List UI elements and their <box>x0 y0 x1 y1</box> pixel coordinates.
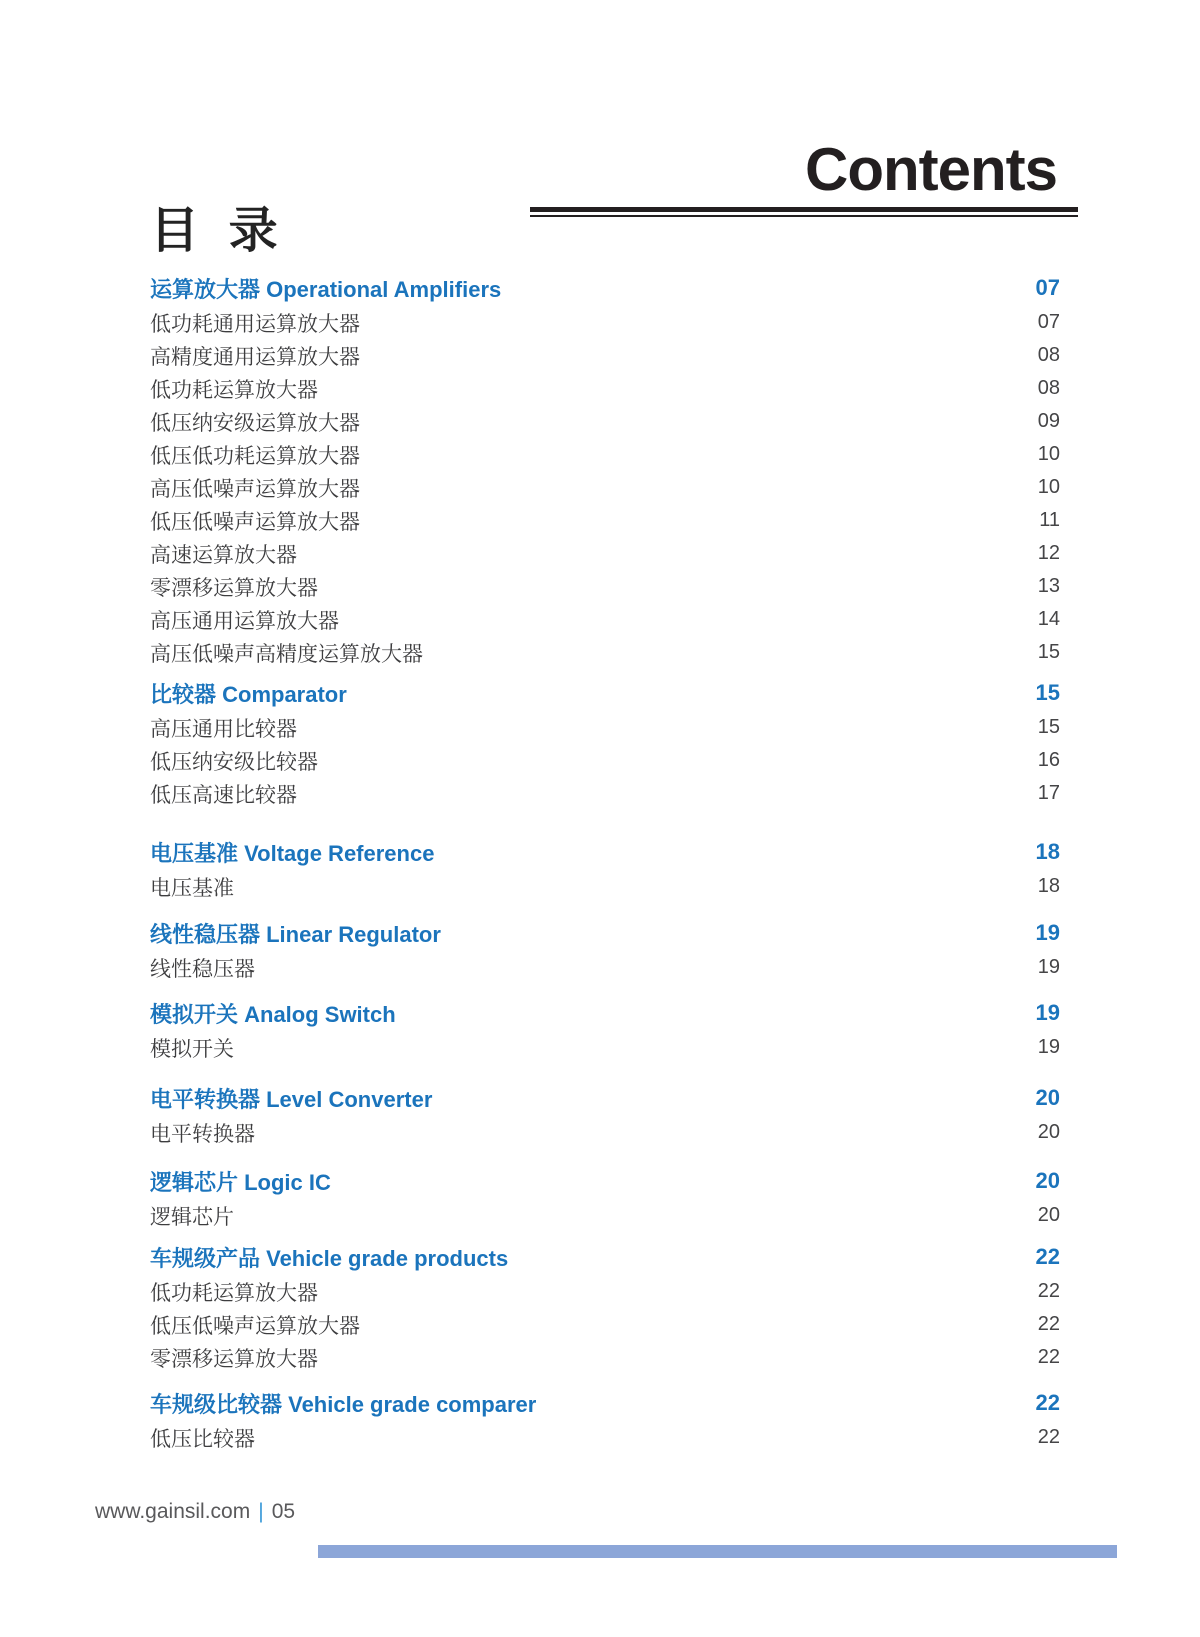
toc-heading-row[interactable] <box>150 834 1060 870</box>
toc-heading-label: 逻辑芯片 Logic IC <box>150 1169 331 1195</box>
toc-section-vehicle-grade-comparer <box>150 1385 1060 1454</box>
toc-item-page: 08 <box>1037 344 1060 366</box>
toc-heading-page: 20 <box>1035 1085 1060 1110</box>
footer <box>95 1500 295 1524</box>
toc-item-label: 低功耗通用运算放大器 <box>150 312 360 336</box>
toc-heading-page: 22 <box>1035 1390 1060 1415</box>
toc-item-label: 模拟开关 <box>150 1037 234 1061</box>
toc-section-level-converter <box>150 1080 1060 1149</box>
toc-item-row[interactable] <box>150 1421 1060 1454</box>
toc-item-row[interactable] <box>150 777 1060 810</box>
toc-heading-label: 电平转换器 Level Converter <box>150 1086 433 1112</box>
toc-section-linear-regulator <box>150 915 1060 984</box>
page-title-chinese: 目 录 <box>150 204 278 258</box>
toc-item-label: 零漂移运算放大器 <box>150 1347 318 1371</box>
toc-item-page: 17 <box>1037 782 1060 804</box>
toc-item-label: 低压低噪声运算放大器 <box>150 1314 360 1338</box>
toc-section-operational-amplifiers <box>150 270 1060 669</box>
footer-page-number: 05 <box>271 1500 296 1523</box>
footer-bar-decoration <box>318 1545 1117 1558</box>
toc-heading-label: 线性稳压器 Linear Regulator <box>150 921 441 947</box>
page-title-english: Contents <box>805 136 1057 203</box>
toc-item-row[interactable] <box>150 744 1060 777</box>
toc-item-row[interactable] <box>150 504 1060 537</box>
toc-item-row[interactable] <box>150 1199 1060 1232</box>
toc-item-row[interactable] <box>150 603 1060 636</box>
toc-item-page: 19 <box>1037 956 1060 978</box>
toc-item-label: 低功耗运算放大器 <box>150 1281 318 1305</box>
toc-item-row[interactable] <box>150 870 1060 903</box>
toc-section-analog-switch <box>150 995 1060 1064</box>
footer-separator: | <box>258 1500 264 1523</box>
toc-item-row[interactable] <box>150 339 1060 372</box>
toc-item-label: 低压纳安级比较器 <box>150 750 318 774</box>
toc-item-label: 零漂移运算放大器 <box>150 576 318 600</box>
toc-item-row[interactable] <box>150 951 1060 984</box>
toc-item-row[interactable] <box>150 711 1060 744</box>
toc-item-label: 高速运算放大器 <box>150 543 297 567</box>
table-of-contents <box>150 270 1060 1454</box>
toc-item-page: 22 <box>1037 1426 1060 1448</box>
title-double-rule <box>530 207 1078 217</box>
toc-heading-row[interactable] <box>150 1385 1060 1421</box>
toc-section-voltage-reference <box>150 834 1060 903</box>
toc-section-vehicle-grade-products <box>150 1239 1060 1374</box>
toc-heading-page: 19 <box>1035 1000 1060 1025</box>
toc-heading-page: 19 <box>1035 920 1060 945</box>
toc-item-label: 高压通用比较器 <box>150 717 297 741</box>
toc-heading-label: 模拟开关 Analog Switch <box>150 1001 396 1027</box>
toc-item-page: 07 <box>1037 311 1060 333</box>
toc-item-row[interactable] <box>150 1275 1060 1308</box>
toc-item-page: 18 <box>1037 875 1060 897</box>
toc-item-row[interactable] <box>150 1031 1060 1064</box>
toc-item-label: 低压低功耗运算放大器 <box>150 444 360 468</box>
toc-heading-label: 电压基准 Voltage Reference <box>150 840 435 866</box>
toc-item-label: 高压低噪声高精度运算放大器 <box>150 642 423 666</box>
toc-item-label: 低压纳安级运算放大器 <box>150 411 360 435</box>
toc-item-page: 08 <box>1037 377 1060 399</box>
toc-item-page: 10 <box>1037 443 1060 465</box>
toc-item-label: 电平转换器 <box>150 1122 255 1146</box>
toc-item-page: 20 <box>1037 1204 1060 1226</box>
toc-item-row[interactable] <box>150 1341 1060 1374</box>
toc-item-page: 13 <box>1037 575 1060 597</box>
toc-item-label: 低压低噪声运算放大器 <box>150 510 360 534</box>
toc-item-row[interactable] <box>150 306 1060 339</box>
toc-item-row[interactable] <box>150 1308 1060 1341</box>
toc-item-page: 20 <box>1037 1121 1060 1143</box>
footer-url[interactable]: www.gainsil.com <box>95 1500 251 1523</box>
toc-section-comparator <box>150 675 1060 810</box>
toc-heading-row[interactable] <box>150 1239 1060 1275</box>
toc-heading-page: 22 <box>1035 1244 1060 1269</box>
toc-heading-page: 18 <box>1035 839 1060 864</box>
toc-heading-page: 20 <box>1035 1168 1060 1193</box>
toc-section-logic-ic <box>150 1163 1060 1232</box>
toc-item-label: 低压高速比较器 <box>150 783 297 807</box>
toc-heading-page: 15 <box>1035 680 1060 705</box>
toc-item-label: 逻辑芯片 <box>150 1205 234 1229</box>
toc-item-page: 09 <box>1037 410 1060 432</box>
toc-heading-label: 车规级比较器 Vehicle grade comparer <box>150 1391 537 1417</box>
toc-item-page: 16 <box>1037 749 1060 771</box>
toc-item-label: 高压通用运算放大器 <box>150 609 339 633</box>
toc-item-row[interactable] <box>150 405 1060 438</box>
toc-item-page: 10 <box>1037 476 1060 498</box>
toc-heading-row[interactable] <box>150 675 1060 711</box>
toc-item-label: 低功耗运算放大器 <box>150 378 318 402</box>
toc-heading-row[interactable] <box>150 270 1060 306</box>
toc-item-page: 15 <box>1037 641 1060 663</box>
toc-item-page: 12 <box>1037 542 1060 564</box>
toc-item-page: 22 <box>1037 1346 1060 1368</box>
toc-heading-row[interactable] <box>150 995 1060 1031</box>
toc-item-page: 11 <box>1039 509 1060 531</box>
toc-heading-label: 运算放大器 Operational Amplifiers <box>150 276 502 302</box>
toc-heading-row[interactable] <box>150 1080 1060 1116</box>
toc-item-label: 高精度通用运算放大器 <box>150 345 360 369</box>
toc-heading-label: 比较器 Comparator <box>150 681 347 707</box>
toc-item-row[interactable] <box>150 570 1060 603</box>
toc-item-page: 15 <box>1037 716 1060 738</box>
toc-item-page: 14 <box>1037 608 1060 630</box>
toc-item-page: 22 <box>1037 1280 1060 1302</box>
toc-heading-row[interactable] <box>150 915 1060 951</box>
toc-item-row[interactable] <box>150 438 1060 471</box>
toc-item-page: 22 <box>1037 1313 1060 1335</box>
toc-item-row[interactable] <box>150 471 1060 504</box>
toc-item-label: 线性稳压器 <box>150 957 255 981</box>
toc-item-row[interactable] <box>150 636 1060 669</box>
toc-heading-label: 车规级产品 Vehicle grade products <box>150 1245 509 1271</box>
toc-item-label: 高压低噪声运算放大器 <box>150 477 360 501</box>
toc-item-label: 低压比较器 <box>150 1427 255 1451</box>
toc-item-label: 电压基准 <box>150 876 234 900</box>
toc-item-page: 19 <box>1037 1036 1060 1058</box>
toc-heading-page: 07 <box>1035 275 1060 300</box>
toc-item-row[interactable] <box>150 372 1060 405</box>
toc-item-row[interactable] <box>150 537 1060 570</box>
toc-heading-row[interactable] <box>150 1163 1060 1199</box>
toc-item-row[interactable] <box>150 1116 1060 1149</box>
